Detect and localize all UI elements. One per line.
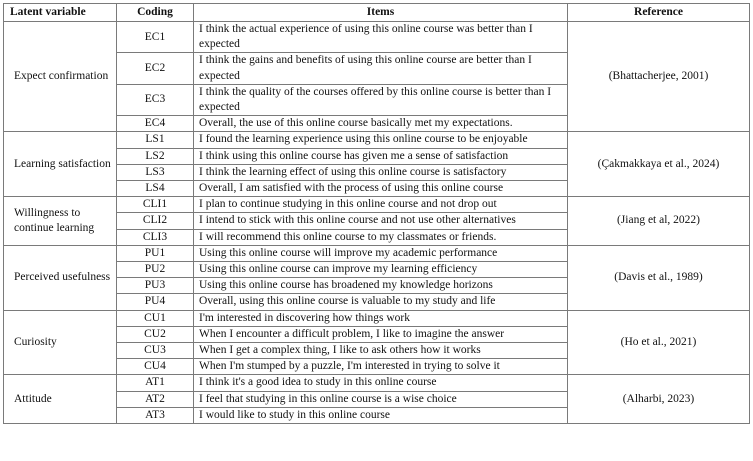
coding-cell: PU1 — [117, 245, 194, 261]
item-cell: I think the learning effect of using this online course is satisfactory — [194, 164, 568, 180]
table-container — [3, 3, 750, 424]
latent-variable-cell: Willingness to continue learning — [4, 197, 117, 246]
coding-cell: LS1 — [117, 132, 194, 148]
coding-cell: CU1 — [117, 310, 194, 326]
item-cell: When I'm stumped by a puzzle, I'm interested in trying to solve it — [194, 359, 568, 375]
coding-cell: CLI1 — [117, 197, 194, 213]
item-cell: I think the gains and benefits of using this online course are better than I expected — [194, 53, 568, 84]
coding-cell: LS2 — [117, 148, 194, 164]
table-row — [4, 310, 750, 326]
reference-cell: (Jiang et al, 2022) — [568, 197, 750, 246]
latent-variable-cell: Attitude — [4, 375, 117, 424]
item-cell: I'm interested in discovering how things work — [194, 310, 568, 326]
latent-variable-cell: Expect confirmation — [4, 22, 117, 132]
coding-cell: EC1 — [117, 22, 194, 53]
reference-cell: (Alharbi, 2023) — [568, 375, 750, 424]
item-cell: Overall, using this online course is valuable to my study and life — [194, 294, 568, 310]
item-cell: I will recommend this online course to my classmates or friends. — [194, 229, 568, 245]
coding-cell: AT3 — [117, 407, 194, 423]
coding-cell: CLI3 — [117, 229, 194, 245]
table-row — [4, 245, 750, 261]
coding-cell: CU3 — [117, 343, 194, 359]
table-body — [4, 22, 750, 424]
header-coding: Coding — [117, 4, 194, 22]
table-row — [4, 375, 750, 391]
coding-cell: EC3 — [117, 84, 194, 115]
item-cell: I think using this online course has given me a sense of satisfaction — [194, 148, 568, 164]
item-cell: I found the learning experience using this online course to be enjoyable — [194, 132, 568, 148]
coding-cell: EC2 — [117, 53, 194, 84]
coding-cell: PU2 — [117, 262, 194, 278]
table-row — [4, 197, 750, 213]
measurement-items-table — [3, 3, 750, 424]
coding-cell: AT1 — [117, 375, 194, 391]
header-row — [4, 4, 750, 22]
item-cell: Using this online course can improve my learning efficiency — [194, 262, 568, 278]
latent-variable-cell: Curiosity — [4, 310, 117, 375]
item-cell: When I get a complex thing, I like to ask others how it works — [194, 343, 568, 359]
coding-cell: AT2 — [117, 391, 194, 407]
item-cell: I think the quality of the courses offered by this online course is better than I expected — [194, 84, 568, 115]
reference-cell: (Ho et al., 2021) — [568, 310, 750, 375]
coding-cell: LS3 — [117, 164, 194, 180]
reference-cell: (Davis et al., 1989) — [568, 245, 750, 310]
item-cell: I feel that studying in this online course is a wise choice — [194, 391, 568, 407]
item-cell: Overall, I am satisfied with the process of using this online course — [194, 181, 568, 197]
header-latent-variable: Latent variable — [4, 4, 117, 22]
table-row — [4, 132, 750, 148]
reference-cell: (Çakmakkaya et al., 2024) — [568, 132, 750, 197]
item-cell: I think the actual experience of using this online course was better than I expected — [194, 22, 568, 53]
latent-variable-cell: Perceived usefulness — [4, 245, 117, 310]
header-reference: Reference — [568, 4, 750, 22]
coding-cell: EC4 — [117, 116, 194, 132]
reference-cell: (Bhattacherjee, 2001) — [568, 22, 750, 132]
coding-cell: PU3 — [117, 278, 194, 294]
item-cell: I plan to continue studying in this online course and not drop out — [194, 197, 568, 213]
coding-cell: CLI2 — [117, 213, 194, 229]
coding-cell: CU2 — [117, 326, 194, 342]
coding-cell: LS4 — [117, 181, 194, 197]
item-cell: I intend to stick with this online course and not use other alternatives — [194, 213, 568, 229]
header-items: Items — [194, 4, 568, 22]
item-cell: Using this online course will improve my academic performance — [194, 245, 568, 261]
coding-cell: PU4 — [117, 294, 194, 310]
coding-cell: CU4 — [117, 359, 194, 375]
item-cell: Using this online course has broadened my knowledge horizons — [194, 278, 568, 294]
latent-variable-cell: Learning satisfaction — [4, 132, 117, 197]
item-cell: I think it's a good idea to study in this online course — [194, 375, 568, 391]
item-cell: I would like to study in this online course — [194, 407, 568, 423]
table-row — [4, 22, 750, 53]
item-cell: When I encounter a difficult problem, I like to imagine the answer — [194, 326, 568, 342]
item-cell: Overall, the use of this online course basically met my expectations. — [194, 116, 568, 132]
